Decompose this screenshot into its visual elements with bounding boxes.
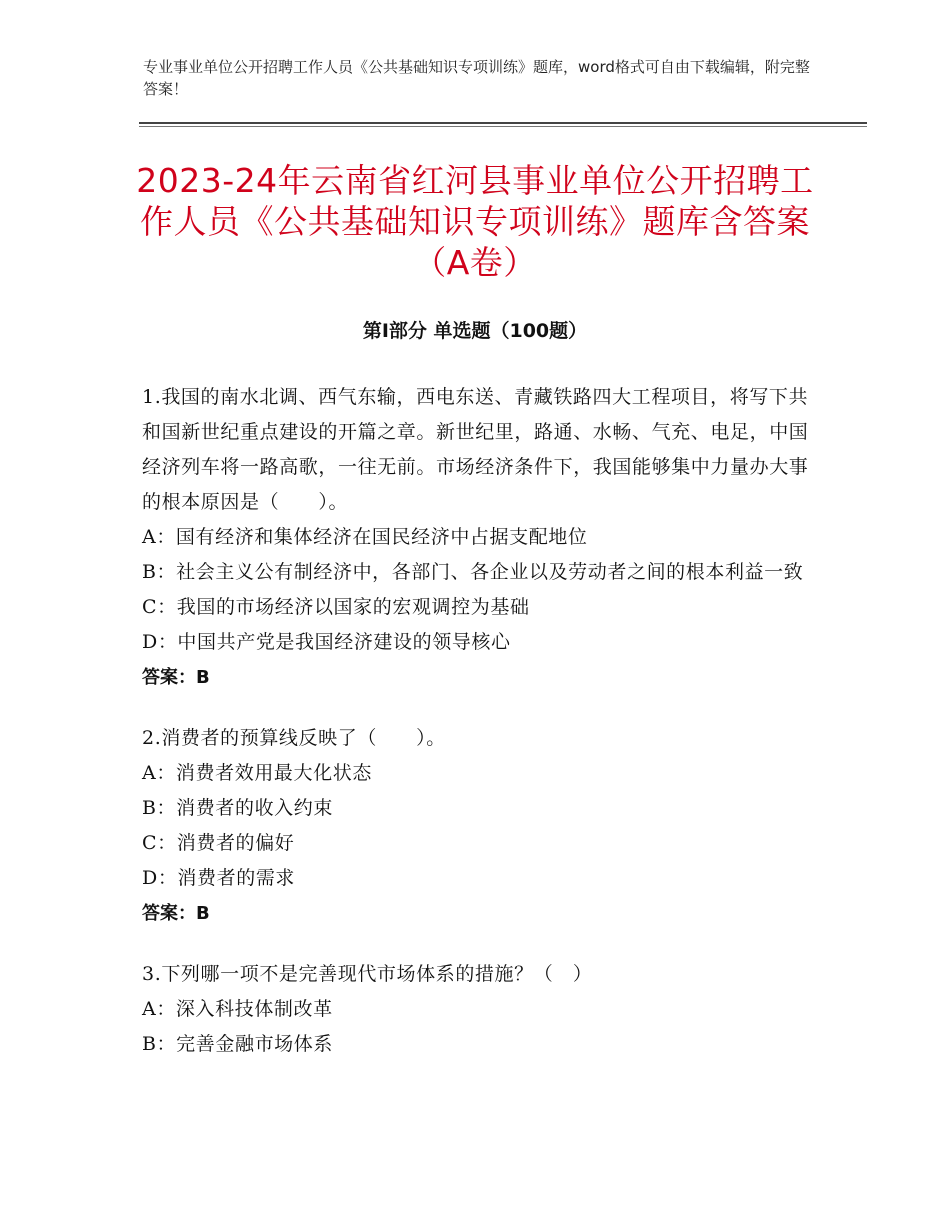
option-a: A：国有经济和集体经济在国民经济中占据支配地位	[142, 526, 588, 548]
option-d: D：中国共产党是我国经济建设的领导核心	[142, 631, 511, 653]
question-item	[142, 957, 810, 1062]
option-c: C：消费者的偏好	[142, 832, 295, 854]
header-divider-thick	[139, 122, 867, 124]
question-stem: 3.下列哪一项不是完善现代市场体系的措施？（ ）	[142, 963, 593, 985]
answer-line: 答案：B	[142, 903, 210, 924]
answer-line: 答案：B	[142, 667, 210, 688]
header-note: 专业事业单位公开招聘工作人员《公共基础知识专项训练》题库，word格式可自由下载编辑，附完整答案！	[143, 58, 810, 98]
option-b: B：社会主义公有制经济中，各部门、各企业以及劳动者之间的根本利益一致	[142, 561, 804, 583]
question-stem: 1.我国的南水北调、西气东输，西电东送、青藏铁路四大工程项目，将写下共和国新世纪重点建设的开篇之章。新世纪里，路通、水畅、气充、电足，中国经济列车将一路高歌，一往无前。市场经济条件下，我国能够集中力量办大事的根本原因是（ ）。	[142, 386, 809, 513]
document-title: 2023-24年云南省红河县事业单位公开招聘工作人员《公共基础知识专项训练》题库含答案（A卷）	[136, 161, 814, 282]
question-list	[142, 380, 810, 1088]
option-c: C：我国的市场经济以国家的宏观调控为基础	[142, 596, 530, 618]
section-heading: 第Ⅰ部分 单选题（100题）	[362, 320, 588, 342]
option-a: A：消费者效用最大化状态	[142, 762, 372, 784]
option-a: A：深入科技体制改革	[142, 998, 333, 1020]
question-stem: 2.消费者的预算线反映了（ ）。	[142, 727, 446, 749]
option-b: B：消费者的收入约束	[142, 797, 333, 819]
option-b: B：完善金融市场体系	[142, 1033, 333, 1055]
option-d: D：消费者的需求	[142, 867, 296, 889]
header-divider-thin	[139, 126, 867, 127]
question-item	[142, 721, 810, 931]
question-item	[142, 380, 810, 695]
